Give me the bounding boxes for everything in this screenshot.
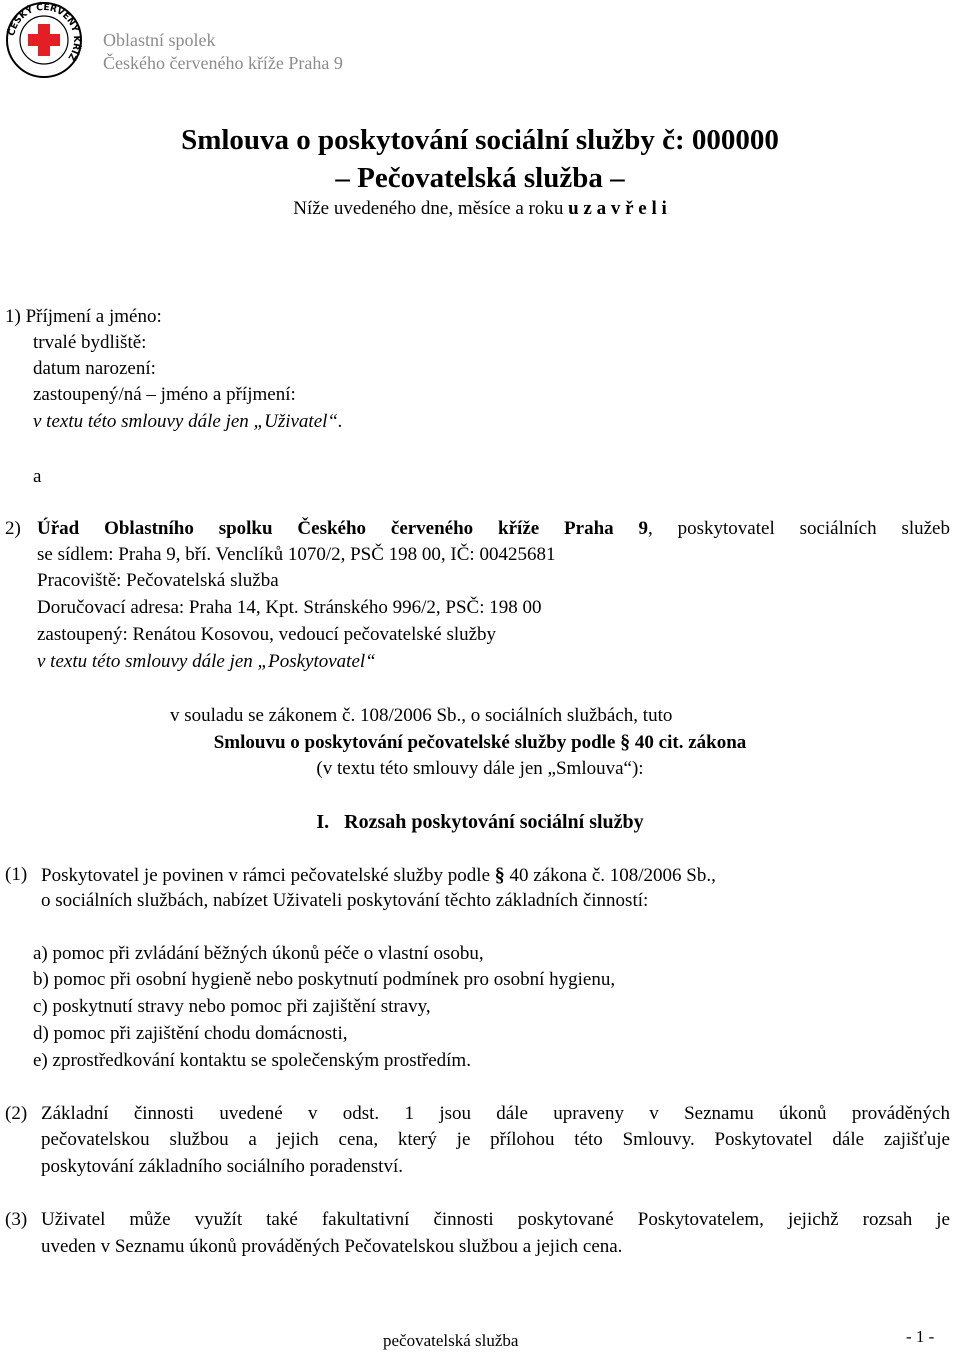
section1-title: Rozsah poskytování sociální služby [344, 811, 644, 833]
accordance-contract-b: 40 cit. zákona [630, 732, 747, 753]
clause2-line1: Základní činnosti uvedené v odst. 1 jsou dále upraveny v Seznamu úkonů prováděných [41, 1103, 950, 1124]
list-item: c) poskytnutí stravy nebo pomoc při zajištění stravy, [33, 996, 431, 1017]
party1-alias: v textu této smlouvy dále jen „Uživatel“. [33, 411, 343, 432]
list-item: b) pomoc při osobní hygieně nebo poskytnutí podmínek pro osobní hygienu, [33, 969, 616, 990]
cross-horizontal [28, 34, 60, 46]
contract-title: Smlouva o poskytování sociální služby č: 000000 [181, 124, 779, 156]
party2-workplace: Pracoviště: Pečovatelská služba [37, 570, 279, 591]
party2-name-line [37, 518, 950, 540]
party2-name: Úřad Oblastního spolku Českého červeného kříže Praha 9 [37, 518, 649, 539]
party1-birth-label: datum narození: [33, 358, 156, 379]
conjunction-and: a [33, 466, 42, 487]
org-name-line1: Oblastní spolek [103, 30, 216, 50]
party2-number: 2) [5, 518, 21, 539]
paragraph-symbol: § [620, 731, 631, 753]
accordance-alias: (v textu této smlouvy dále jen „Smlouva“): [316, 758, 644, 779]
clause1-line1 [41, 864, 716, 887]
party1-name-label: 1) Příjmení a jméno: [5, 306, 162, 327]
clause3-line2: uveden v Seznamu úkonů prováděných Pečovatelskou službou a jejich cena. [41, 1236, 623, 1257]
concluded-word: u z a v ř e l i [568, 198, 667, 219]
accordance-law-line: v souladu se zákonem č. 108/2006 Sb., o sociálních službách, tuto [170, 705, 673, 726]
clause1-line2: o sociálních službách, nabízet Uživateli poskytování těchto základních činností: [41, 890, 649, 911]
org-name-line2: Českého červeného kříže Praha 9 [103, 53, 343, 73]
clause3-number: (3) [5, 1209, 28, 1230]
party2-seat: se sídlem: Praha 9, bří. Venclíků 1070/2, PSČ 198 00, IČ: 00425681 [37, 544, 556, 565]
footer-service-name: pečovatelská služba [383, 1331, 519, 1350]
party2-alias: v textu této smlouvy dále jen „Poskytovatel“ [37, 651, 376, 672]
clause1-number: (1) [5, 864, 28, 885]
clause1-line1-b: 40 zákona č. 108/2006 Sb., [504, 865, 716, 886]
concluded-prefix: Níže uvedeného dne, měsíce a roku [293, 198, 569, 219]
clause3-line1: Uživatel může využít také fakultativní činnosti poskytované Poskytovatelem, jejichž rozsah je [41, 1209, 950, 1230]
clause2-line3: poskytování základního sociálního poradenství. [41, 1156, 403, 1177]
paragraph-symbol: § [494, 864, 505, 886]
list-item: a) pomoc při zvládání běžných úkonů péče o vlastní osobu, [33, 943, 484, 964]
section1-number: I. [316, 811, 330, 833]
clause2-line2: pečovatelskou službou a jejich cena, který je přílohou této Smlouvy. Poskytovatel dále zajišťuje [41, 1129, 950, 1150]
contract-concluded-line [0, 198, 960, 220]
red-cross-logo [4, 0, 84, 80]
clause2-number: (2) [5, 1103, 28, 1124]
party2-represented: zastoupený: Renátou Kosovou, vedoucí pečovatelské služby [37, 624, 497, 645]
party1-address-label: trvalé bydliště: [33, 332, 147, 353]
contract-subtitle-service: – Pečovatelská služba – [335, 162, 625, 194]
party2-name-rest: , poskytovatel sociálních služeb [648, 518, 950, 539]
logo-lettering: ČESKÝ ČERVENÝ KŘÍŽ [7, 2, 82, 62]
clause1-line1-a: Poskytovatel je povinen v rámci pečovatelské služby podle [41, 865, 495, 886]
list-item: e) zprostředkování kontaktu se společenským prostředím. [33, 1050, 471, 1071]
list-item: d) pomoc při zajištění chodu domácnosti, [33, 1023, 348, 1044]
accordance-contract-name [0, 731, 960, 754]
page-number: - 1 - [906, 1327, 935, 1346]
party2-delivery-address: Doručovací adresa: Praha 14, Kpt. Stránského 996/2, PSČ: 198 00 [37, 597, 542, 618]
accordance-contract-a: Smlouvu o poskytování pečovatelské služby podle [213, 732, 621, 753]
party1-represented-label: zastoupený/ná – jméno a příjmení: [33, 384, 296, 405]
section1-heading [0, 811, 960, 834]
